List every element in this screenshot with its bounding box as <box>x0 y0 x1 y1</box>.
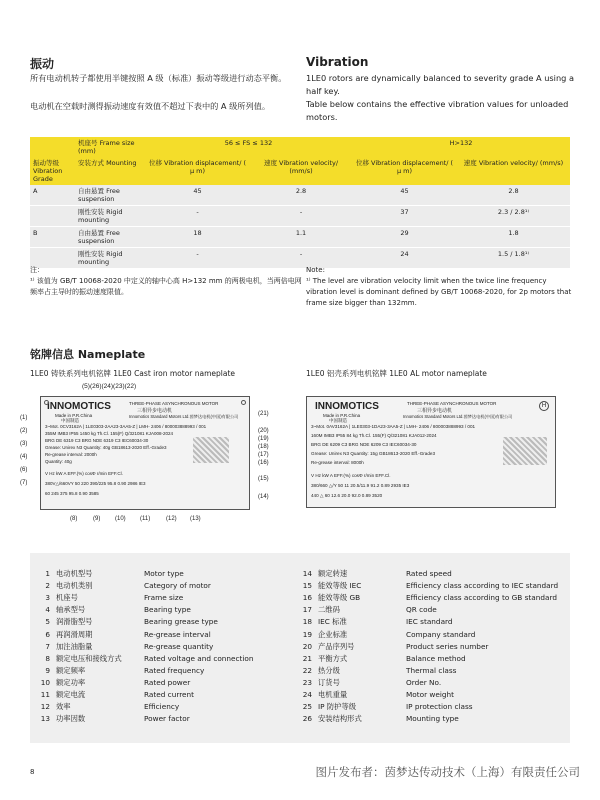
legend-label-en: Product series number <box>406 641 489 651</box>
callout-11: (11) <box>140 516 151 522</box>
legend-label-en: Re-grease quantity <box>144 641 214 651</box>
legend-label-en: Power factor <box>144 714 190 724</box>
callout-12: (12) <box>166 516 177 522</box>
legend-item <box>30 653 254 665</box>
legend-label-cn: 再润滑周期 <box>56 629 93 639</box>
legend-number: 22 <box>302 665 312 675</box>
callout-3: (3) <box>20 441 28 447</box>
legend-item <box>292 616 453 628</box>
legend-label-cn: 额定电压和接线方式 <box>56 653 122 663</box>
plate-line-2: 355M IMB3 IP55 1450 kg Th.Cl. 155(F) Q/321081 KJA008-2024 <box>45 431 173 436</box>
paragraph-en-2: Table below contains the effective vibration values for unloaded motors. <box>306 99 569 122</box>
company-name: Innomotics Standard Motors Ltd.茵梦达电机(中国)有限公司 <box>129 414 239 419</box>
legend-label-en: Balance method <box>406 653 466 663</box>
legend-number: 23 <box>302 677 312 687</box>
note-en-label: Note: <box>306 266 325 274</box>
made-in: Made in P.R.China <box>55 413 93 418</box>
note-en: ¹⁾ The level are vibration velocity limit when the twice line frequency vibration level is dominant defined by GB/T 10068-2020, for 2p motors that frame size bigger than 132mm. <box>306 277 572 307</box>
legend-label-cn: 安装结构形式 <box>318 714 362 724</box>
legend-label-en: Bearing type <box>144 605 191 615</box>
legend-item <box>292 629 475 641</box>
legend-item <box>292 689 454 701</box>
table-row <box>30 226 570 247</box>
callout-16: (16) <box>258 460 269 466</box>
table-row <box>30 205 570 226</box>
callout-4: (4) <box>20 454 28 460</box>
paragraph-cn-2: 电动机在空载时测得振动速度有效值不超过下表中的 A 级所列值。 <box>30 101 271 111</box>
grade-cell <box>30 206 75 226</box>
mount-cell: 刚性安装 Rigid mounting <box>78 208 123 224</box>
legend-item <box>292 580 558 592</box>
made-in-cn: 中国制造 <box>329 418 347 423</box>
plate-table-row-1: 380/660 △/Y 50 11 20.5/11.9 91.2 0.89 2935 IE3 <box>311 483 410 488</box>
value-cell: - <box>299 208 303 216</box>
plate-table-row-1: 380V△/660VY 50 220 390/225 95.8 0.90 2986 IE3 <box>45 481 146 486</box>
legend-label-en: Efficiency class according to GB standard <box>406 593 557 603</box>
legend-number: 14 <box>302 569 312 578</box>
callout-21: (21) <box>258 411 269 417</box>
callout-7: (7) <box>20 480 28 486</box>
legend-label-en: Efficiency class according to IEC standard <box>406 581 559 591</box>
legend-label-cn: 机座号 <box>56 593 78 603</box>
legend-label-cn: 平衡方式 <box>318 653 348 663</box>
section-title-en: Vibration <box>306 55 369 69</box>
legend-number: 15 <box>302 581 312 591</box>
legend-number: 11 <box>40 690 50 699</box>
plate-line-3: BRG DE 6209 C3 BRG NDE 6209 C3 IEC60034-30 <box>311 442 417 447</box>
screw-icon <box>44 400 49 405</box>
legend-item <box>30 604 191 616</box>
plate-table-head: V Hz kW A EFF.(%) cosΦ r/min EFF.Cl. <box>311 473 391 478</box>
legend-label-cn: 额定频率 <box>56 665 86 675</box>
legend-number: 2 <box>45 581 50 591</box>
motor-type-cn: 三相异步电动机 <box>137 408 173 414</box>
legend-number: 8 <box>45 653 50 663</box>
table-header-row <box>30 137 570 157</box>
legend-item <box>30 701 179 713</box>
nameplate-subtitle-left: 1LE0 铸铁系列电机铭牌 1LE0 Cast iron motor nameplate <box>30 369 236 378</box>
legend-label-en: Rated frequency <box>144 665 205 675</box>
callout-2: (2) <box>20 428 28 434</box>
legend-number: 13 <box>40 714 50 724</box>
legend-item <box>30 689 194 701</box>
legend-label-cn: 效率 <box>56 702 71 712</box>
note-cn: ¹⁾ 该值为 GB/T 10068-2020 中定义的轴中心高 H>132 mm 的两极电机，当两倍电网频率占主导时的振动速度限值。 <box>30 277 302 296</box>
value-cell: 45 <box>400 187 409 195</box>
callout-15: (15) <box>258 476 269 482</box>
legend-label-cn: 功率因数 <box>56 714 86 724</box>
plate-line-6: Quantity: 40g <box>45 459 72 464</box>
legend-label-cn: 润滑脂型号 <box>56 617 93 627</box>
callouts-top: (5)(26)(24)(23)(22) <box>82 383 137 390</box>
legend-item <box>30 616 218 628</box>
grade-header: 振动等级 Vibration Grade <box>33 159 63 183</box>
legend-label-en: IEC standard <box>406 617 453 627</box>
legend-label-cn: IP 防护等级 <box>318 702 357 712</box>
table-header-row <box>30 157 570 185</box>
plate-line-2: 160M IMB3 IP55 84 kg Th.Cl. 155(F) Q/321081 KJA012-2024 <box>311 433 437 438</box>
section-title-cn: 振动 <box>30 57 55 71</box>
value-cell: 29 <box>400 229 409 237</box>
qr-code-icon <box>503 437 547 465</box>
legend-label-en: Bearing grease type <box>144 617 218 627</box>
motor-type-en: THREE-PHASE ASYNCHRONOUS MOTOR <box>407 401 497 406</box>
cast-iron-nameplate <box>40 396 250 510</box>
legend-number: 18 <box>302 617 312 627</box>
legend-label-en: Company standard <box>406 629 476 639</box>
legend-number: 9 <box>45 665 50 675</box>
legend-label-cn: IEC 标准 <box>318 617 347 627</box>
callout-6: (6) <box>20 467 28 473</box>
legend-label-en: Re-grease interval <box>144 629 211 639</box>
legend-label-en: Motor type <box>144 569 184 578</box>
value-cell: - <box>299 250 303 258</box>
frame-size-header: 机座号 Frame size (mm) <box>78 139 135 155</box>
callout-20: (20) <box>258 428 269 434</box>
legend-item <box>30 677 190 689</box>
page-number: 8 <box>30 768 35 776</box>
legend-label-en: Thermal class <box>406 665 457 675</box>
table-row <box>30 247 570 268</box>
group-header-large: H>132 <box>449 139 473 147</box>
legend-label-en: Efficiency <box>144 702 180 712</box>
legend-label-cn: 产品序列号 <box>318 641 355 651</box>
legend-item <box>292 653 466 665</box>
legend-label-cn: 电动机类别 <box>56 581 93 591</box>
legend-number: 16 <box>302 593 312 603</box>
legend-item <box>292 677 441 689</box>
mount-cell: 自由悬置 Free suspension <box>78 229 120 245</box>
plate-line-5: Re-grease interval: 2000h <box>45 452 97 457</box>
grade-cell: B <box>33 229 38 237</box>
legend-label-cn: 加注油脂量 <box>56 641 93 651</box>
value-cell: 1.5 / 1.8¹⁾ <box>497 250 530 258</box>
legend-number: 5 <box>45 617 50 627</box>
mounting-header: 安装方式 Mounting <box>78 159 137 167</box>
watermark: 图片发布者：茵梦达传动技术（上海）有限责任公司 <box>315 765 580 779</box>
plate-line-1: 3~Mot. 0AV3162A | 1LE0303-1DA23-3AA5-Z | LMH- 2406 / 800003888993 / 001 <box>311 424 476 429</box>
velocity-header: 速度 Vibration velocity/ (mm/s) <box>463 159 564 167</box>
legend-item <box>292 568 452 580</box>
velocity-header: 速度 Vibration velocity/ (mm/s) <box>263 159 339 175</box>
legend-item <box>292 592 557 604</box>
h-mark-icon: H <box>539 401 549 411</box>
legend-number: 10 <box>40 677 50 687</box>
callout-8: (8) <box>70 516 78 522</box>
plate-line-4: Grease: Unirex N3 Quantity: 40g GB18613-2020 Eff.-Grade3 <box>45 445 167 450</box>
plate-table-head: V Hz kW A EFF.(%) cosΦ r/min EFF.Cl. <box>45 471 123 476</box>
legend-label-cn: 轴承型号 <box>56 605 86 615</box>
callout-1: (1) <box>20 415 28 421</box>
legend-label-cn: 电动机型号 <box>56 569 93 578</box>
screw-icon <box>241 400 246 405</box>
legend-item <box>30 713 190 725</box>
legend-label-cn: 能效等级 IEC <box>318 581 362 591</box>
legend-number: 17 <box>302 605 312 615</box>
callout-17: (17) <box>258 452 269 458</box>
brand-logo: INNOMOTICS <box>47 401 111 412</box>
callout-18: (18) <box>258 444 269 450</box>
note-cn-label: 注： <box>30 266 44 274</box>
legend-number: 3 <box>45 593 50 603</box>
legend-number: 1 <box>45 569 50 578</box>
brand-logo: INNOMOTICS <box>315 401 379 412</box>
legend-label-cn: 额定转速 <box>318 569 348 578</box>
legend-label-cn: 额定功率 <box>56 677 86 687</box>
legend-item <box>292 713 459 725</box>
table-row <box>30 185 570 205</box>
legend-label-cn: 电机重量 <box>318 690 348 699</box>
value-cell: 1.1 <box>295 229 307 237</box>
legend-label-en: Rated power <box>144 677 191 687</box>
legend-number: 7 <box>45 641 50 651</box>
legend-label-cn: 能效等级 GB <box>318 593 361 603</box>
legend-box <box>30 553 570 743</box>
callout-14: (14) <box>258 494 269 500</box>
displacement-header: 位移 Vibration displacement/ ( μ m) <box>148 159 247 175</box>
motor-type-en: THREE-PHASE ASYNCHRONOUS MOTOR <box>129 401 219 406</box>
value-cell: 1.8 <box>508 229 519 237</box>
callout-10: (10) <box>115 516 126 522</box>
legend-number: 20 <box>302 641 312 651</box>
legend-item <box>292 604 437 616</box>
made-in: Made in P.R.China <box>323 413 361 418</box>
legend-item <box>30 629 211 641</box>
value-cell: 37 <box>400 208 409 216</box>
aluminum-nameplate <box>306 396 556 508</box>
value-cell: - <box>196 208 199 216</box>
legend-item <box>30 568 184 580</box>
plate-line-4: Grease: Unirex N3 Quantity: 15g GB18613-2020 Eff.-Grade3 <box>311 451 436 456</box>
legend-label-en: QR code <box>406 605 437 615</box>
plate-line-3: BRG DE 6319 C3 BRG NDE 6319 C3 IEC60034-30 <box>45 438 149 443</box>
plate-line-5: Re-grease interval: 8000h <box>311 460 364 465</box>
legend-number: 21 <box>302 653 312 663</box>
legend-item <box>292 641 488 653</box>
legend-label-en: Rated speed <box>406 569 452 578</box>
legend-label-cn: 订货号 <box>318 677 340 687</box>
legend-label-en: Mounting type <box>406 714 459 724</box>
callout-19: (19) <box>258 436 269 442</box>
legend-number: 4 <box>45 605 50 615</box>
value-cell: 2.8 <box>295 187 307 195</box>
legend-label-en: Rated current <box>144 690 195 699</box>
legend-number: 19 <box>302 629 312 639</box>
group-header-small: 56 ≤ FS ≤ 132 <box>224 139 273 147</box>
legend-label-cn: 热分级 <box>318 665 340 675</box>
callout-13: (13) <box>190 516 201 522</box>
callout-9: (9) <box>93 516 101 522</box>
legend-label-cn: 企业标准 <box>318 629 348 639</box>
legend-number: 24 <box>302 690 312 699</box>
legend-number: 26 <box>302 714 312 724</box>
legend-number: 12 <box>40 702 50 712</box>
legend-item <box>292 701 473 713</box>
legend-item <box>30 580 211 592</box>
legend-label-en: IP protection class <box>406 702 473 712</box>
plate-table-row-2: 440 △ 60 12.6 20.0 92.0 0.89 3520 <box>311 493 383 498</box>
value-cell: 2.8 <box>508 187 519 195</box>
legend-item <box>30 665 204 677</box>
value-cell: 18 <box>193 229 202 237</box>
mount-cell: 自由悬置 Free suspension <box>78 187 120 203</box>
legend-item <box>30 641 213 653</box>
displacement-header: 位移 Vibration displacement/ ( μ m) <box>355 159 454 175</box>
legend-label-en: Rated voltage and connection <box>144 653 254 663</box>
grade-cell: A <box>33 187 38 195</box>
vibration-table <box>30 137 570 268</box>
plate-table-row-2: 60 245 375 95.8 0.90 3585 <box>45 491 99 496</box>
nameplate-subtitle-right: 1LE0 铝壳系列电机铭牌 1LE0 AL motor nameplate <box>306 369 487 378</box>
made-in-cn: 中国制造 <box>61 418 79 423</box>
legend-label-en: Order No. <box>406 677 442 687</box>
nameplate-title: 铭牌信息 Nameplate <box>30 348 146 361</box>
value-cell: 2.3 / 2.8¹⁾ <box>497 208 530 216</box>
value-cell: 24 <box>400 250 409 258</box>
plate-line-1: 3~Mot. 0CV3162A | 1LE0303-2AA23-3AA5-Z | LMH- 2406 / 800003888993 / 001 <box>45 424 207 429</box>
legend-item <box>30 592 183 604</box>
qr-code-icon <box>193 437 229 463</box>
value-cell: - <box>196 250 199 258</box>
legend-label-en: Frame size <box>144 593 184 603</box>
legend-item <box>292 665 456 677</box>
value-cell: 45 <box>193 187 202 195</box>
legend-label-cn: 二维码 <box>318 605 340 615</box>
paragraph-cn-1: 所有电动机转子都使用半键按照 A 级（标准）振动等级进行动态平衡。 <box>30 73 287 83</box>
legend-label-cn: 额定电流 <box>56 690 86 699</box>
motor-type-cn: 三相异步电动机 <box>417 408 453 414</box>
legend-label-en: Motor weight <box>406 690 455 699</box>
mount-cell: 刚性安装 Rigid mounting <box>78 250 123 266</box>
legend-number: 6 <box>45 629 50 639</box>
legend-label-en: Category of motor <box>144 581 211 591</box>
company-name: Innomotics Standard Motors Ltd.茵梦达电机(中国)有限公司 <box>403 414 513 419</box>
legend-number: 25 <box>302 702 312 712</box>
paragraph-en-1: 1LE0 rotors are dynamically balanced to severity grade A using a half key. <box>306 73 574 96</box>
